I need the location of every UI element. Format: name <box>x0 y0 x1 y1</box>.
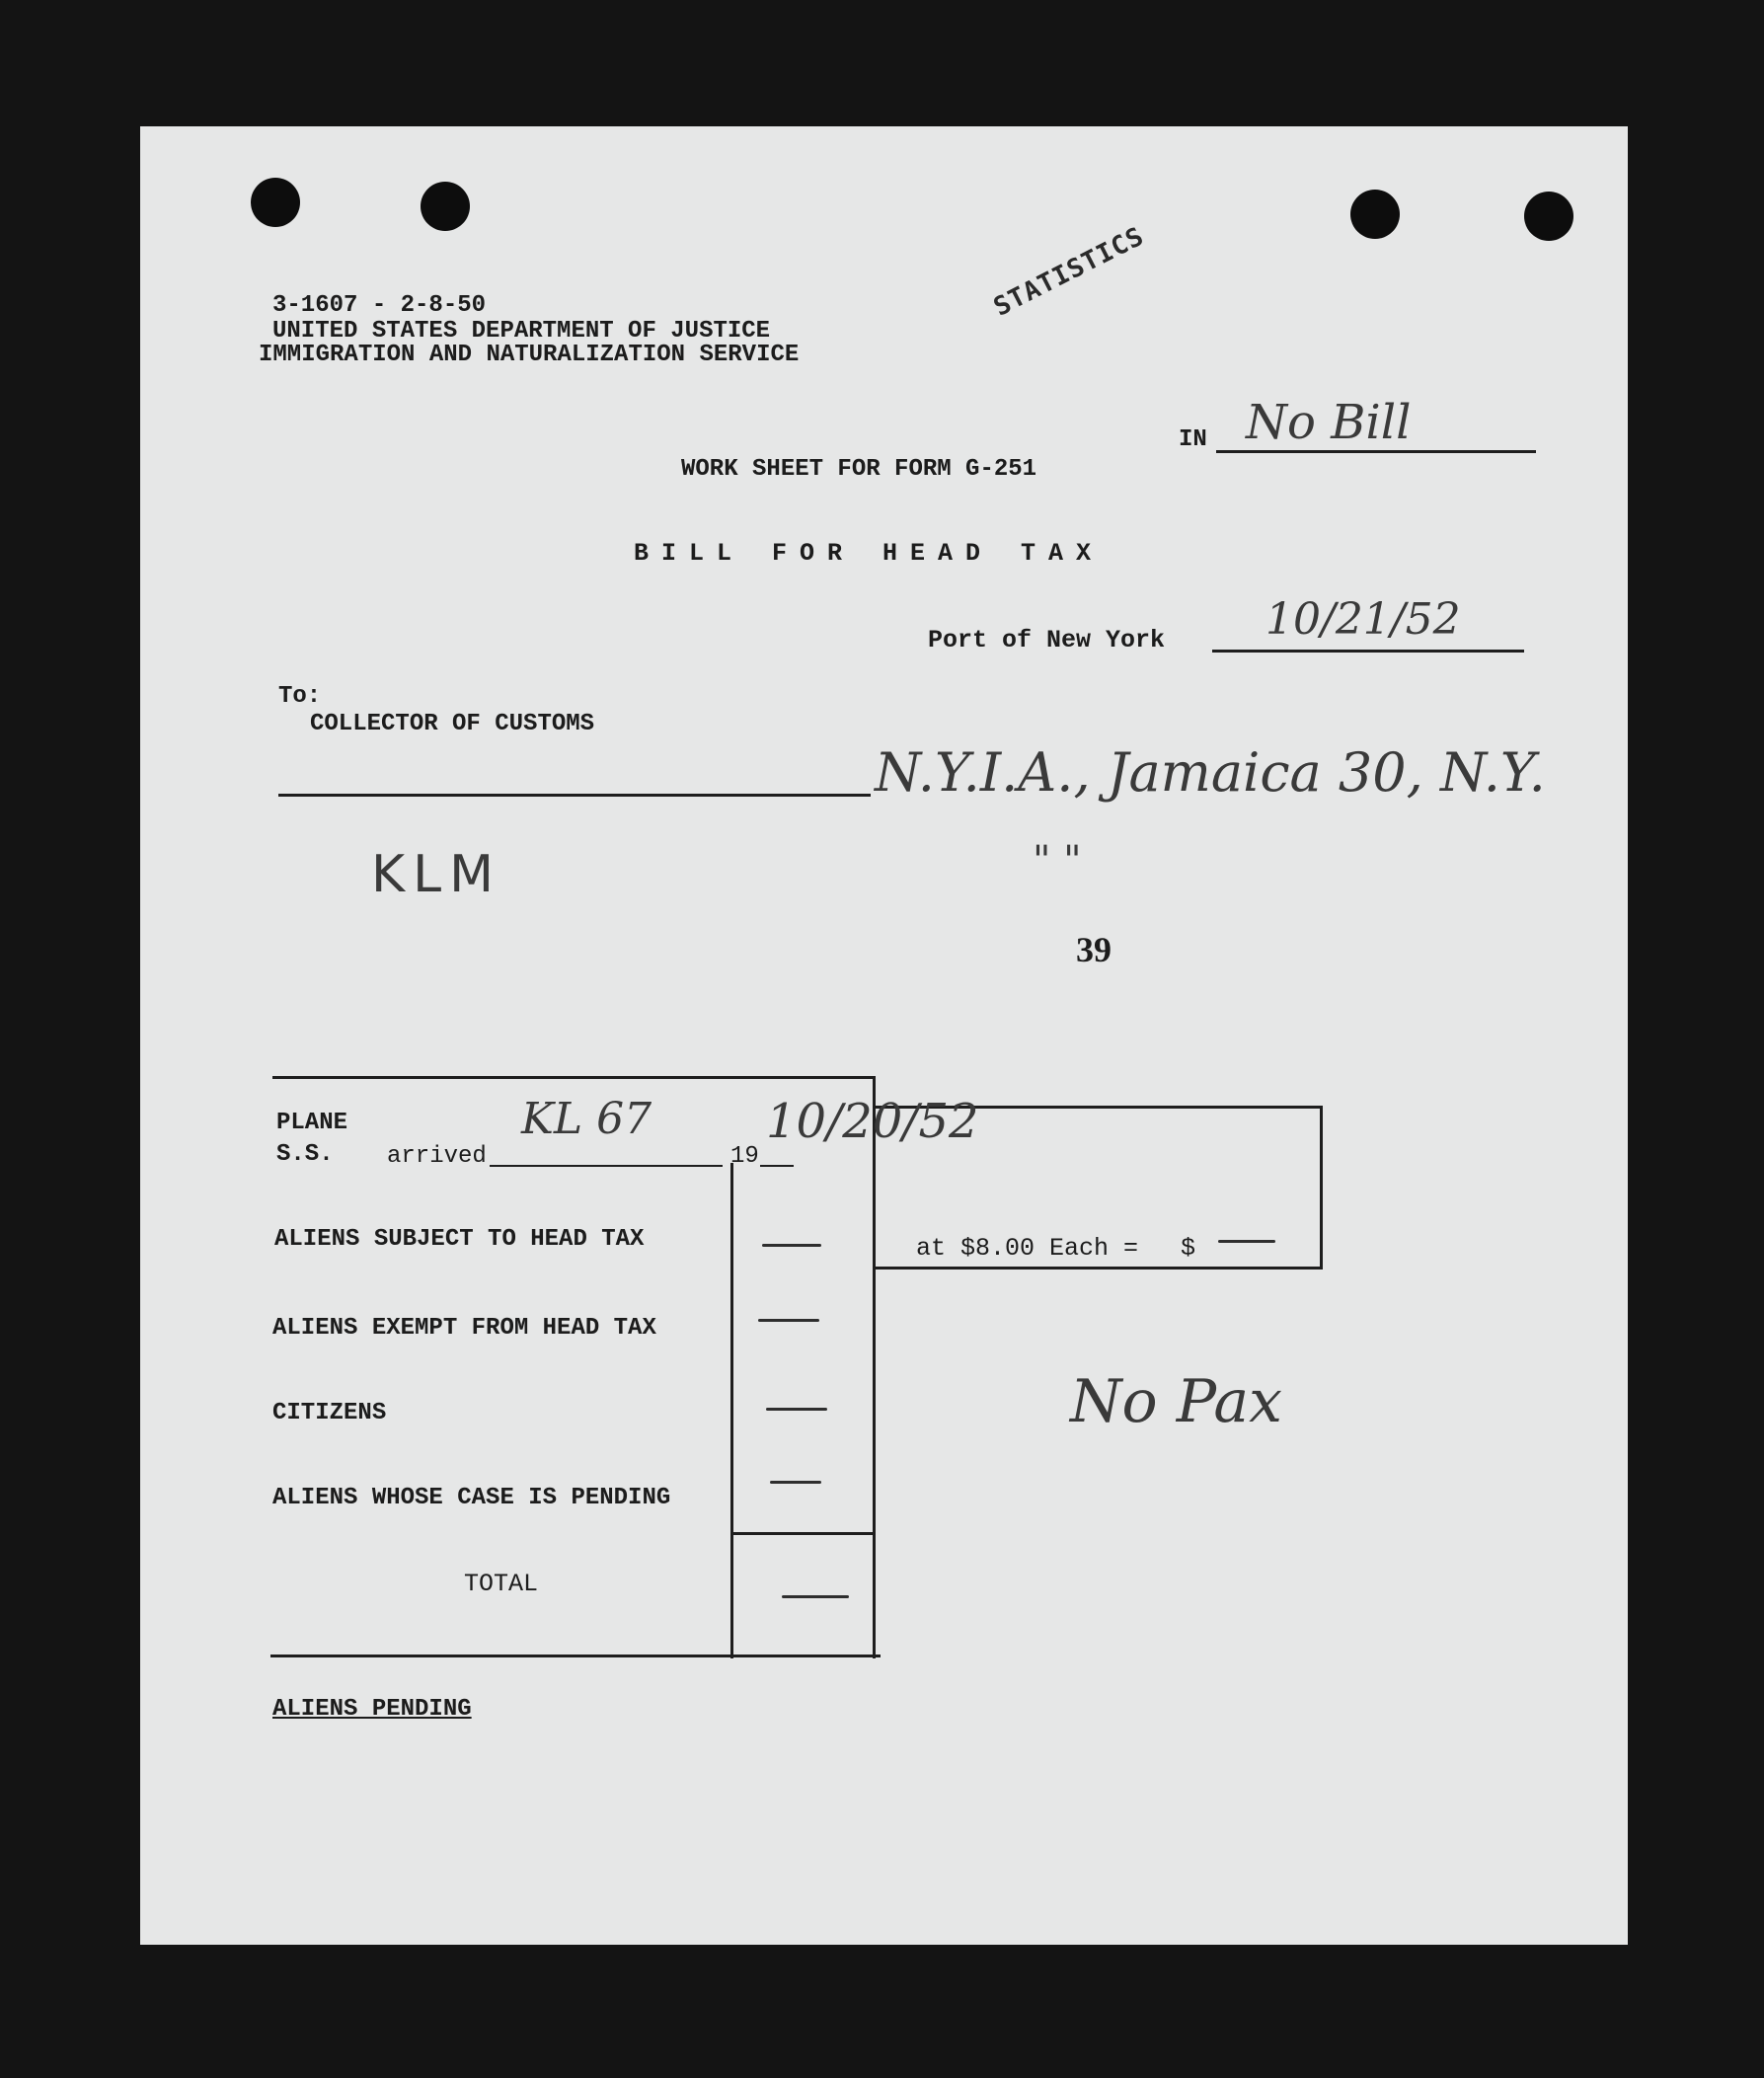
table-top-line <box>272 1076 875 1079</box>
row-value-dash <box>762 1244 821 1247</box>
port-date-underline <box>1212 650 1524 653</box>
in-underline <box>1216 450 1536 453</box>
total-label: TOTAL <box>464 1570 539 1598</box>
row-label: ALIENS SUBJECT TO HEAD TAX <box>274 1226 645 1253</box>
rate-amount-dash <box>1218 1240 1275 1243</box>
punch-hole <box>421 182 470 231</box>
ditto-marks: " " <box>1033 838 1082 884</box>
in-label: IN <box>1179 426 1207 453</box>
rate-box-bottom <box>873 1267 1323 1270</box>
plane-label: PLANE <box>276 1110 348 1136</box>
punch-hole <box>1350 190 1400 239</box>
form-code: 3-1607 - 2-8-50 <box>272 292 487 319</box>
addressee-location: N.Y.I.A., Jamaica 30, N.Y. <box>875 741 1546 804</box>
worksheet-title: WORK SHEET FOR FORM G-251 <box>681 456 1037 483</box>
table-bottom-line <box>270 1655 881 1657</box>
arrival-date: 10/20/52 <box>766 1094 979 1149</box>
table-right-vertical <box>873 1076 876 1658</box>
collector-label: COLLECTOR OF CUSTOMS <box>310 711 595 737</box>
punch-hole <box>1524 192 1573 241</box>
service-name: IMMIGRATION AND NATURALIZATION SERVICE <box>259 342 800 368</box>
page-number: 39 <box>1076 930 1112 969</box>
rate-currency: $ <box>1181 1234 1196 1263</box>
total-divider <box>730 1532 875 1535</box>
no-pax-note: No Pax <box>1070 1367 1282 1436</box>
row-label: CITIZENS <box>272 1400 387 1426</box>
addressee-underline <box>278 794 871 797</box>
rate-box-right <box>1320 1106 1323 1270</box>
row-value-dash <box>766 1408 827 1411</box>
department-name: UNITED STATES DEPARTMENT OF JUSTICE <box>272 318 771 345</box>
row-label: ALIENS WHOSE CASE IS PENDING <box>272 1485 671 1511</box>
statistics-stamp: STATISTICS <box>989 221 1150 323</box>
arrived-label: arrived <box>387 1143 487 1170</box>
year-prefix: 19 <box>730 1143 759 1170</box>
aliens-pending-heading: ALIENS PENDING <box>272 1696 472 1723</box>
bill-title: BILL FOR HEAD TAX <box>634 539 1105 568</box>
table-inner-vertical <box>730 1163 733 1658</box>
port-label: Port of New York <box>928 626 1166 654</box>
punch-hole <box>251 178 300 227</box>
to-label: To: <box>278 683 322 710</box>
year-underline <box>760 1165 794 1167</box>
carrier-name: KLM <box>371 845 501 904</box>
row-value-dash <box>758 1319 819 1322</box>
row-value-dash <box>770 1481 821 1484</box>
port-date: 10/21/52 <box>1265 594 1461 645</box>
row-label: ALIENS EXEMPT FROM HEAD TAX <box>272 1315 656 1342</box>
flight-number: KL 67 <box>521 1094 652 1144</box>
rate-text: at $8.00 Each = <box>916 1234 1139 1263</box>
in-value: No Bill <box>1246 395 1412 450</box>
total-value-dash <box>782 1595 849 1598</box>
ss-label: S.S. <box>276 1141 334 1168</box>
arrived-underline <box>490 1165 723 1167</box>
